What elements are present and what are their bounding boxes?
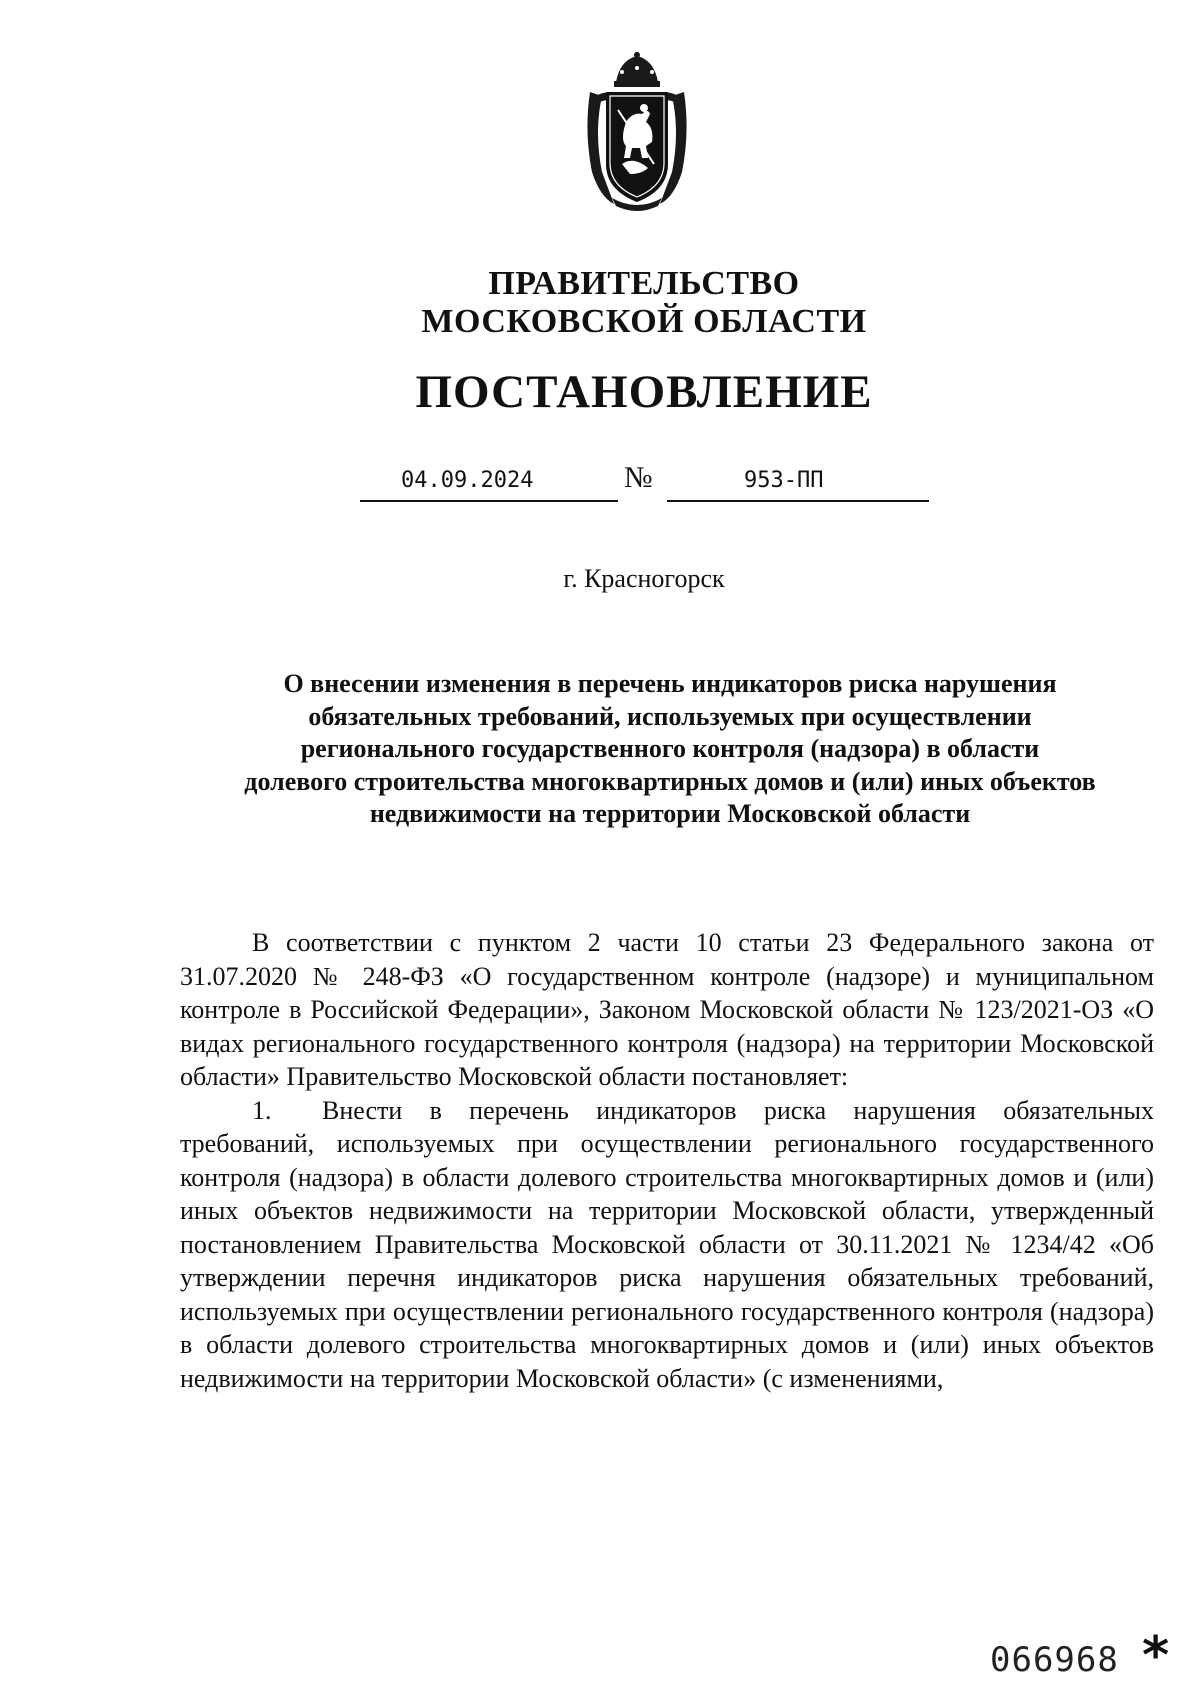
subject-line: недвижимости на территории Московской области — [369, 799, 971, 828]
subject-line: долевого строительства многоквартирных домов и (или) иных объектов — [244, 766, 1096, 796]
authority-name-line-1: ПРАВИТЕЛЬСТВО — [488, 265, 800, 302]
item-1-text: Внести в перечень индикаторов риска нарушения обязательных требований, используемых при осуществлении регионального государственного контроля (надзора) в области долевого строительства многоквартирных домов и (или) иных объектов недвижимости на территории Московской области, утвержденный постановлением Правительства Московской области от 30.11.2021 № 1234/42 «Об утверждении перечня индикаторов риска нарушения обязательных требований, используемых при осуществлении регионального государственного контроля (надзора) в области долевого строительства многоквартирных домов и (или) иных объектов недвижимости на территории Московской области» (с изменениями, — [180, 1095, 1154, 1393]
crown-icon — [614, 52, 660, 87]
authority-name-line-2: МОСКОВСКОЙ ОБЛАСТИ — [421, 303, 867, 340]
shield-icon — [606, 92, 668, 202]
subject-line: регионального государственного контроля (надзора) в области — [300, 734, 1040, 763]
document-subject — [180, 668, 1160, 831]
subject-line: обязательных требований, используемых при осуществлении — [308, 701, 1032, 731]
serial-number: 066968 — [990, 1640, 1119, 1680]
document-date: 04.09.2024 — [401, 468, 534, 493]
document-type: ПОСТАНОВЛЕНИЕ — [415, 366, 873, 418]
asterisk-mark: * — [1142, 1626, 1170, 1686]
city-name: г. Красногорск — [563, 564, 725, 593]
number-sign: № — [624, 461, 653, 494]
item-1-paragraph — [180, 1094, 1154, 1396]
item-1-number: 1. — [252, 1095, 272, 1125]
preamble-paragraph: В соответствии с пунктом 2 части 10 статьи 23 Федерального закона от 31.07.2020 № 248-ФЗ «О государственном контроле (надзоре) и муниципальном контроле в Российской Федерации», Законом Московской области № 123/2021-ОЗ «О видах регионального государственного контроля (надзора) на территории Московской области» Правительство Московской области постановляет: — [180, 928, 1154, 1091]
subject-line: О внесении изменения в перечень индикаторов риска нарушения — [283, 669, 1057, 698]
document-body — [180, 926, 1154, 1395]
coat-of-arms-icon — [582, 52, 692, 212]
document-number: 953-ПП — [744, 468, 824, 493]
